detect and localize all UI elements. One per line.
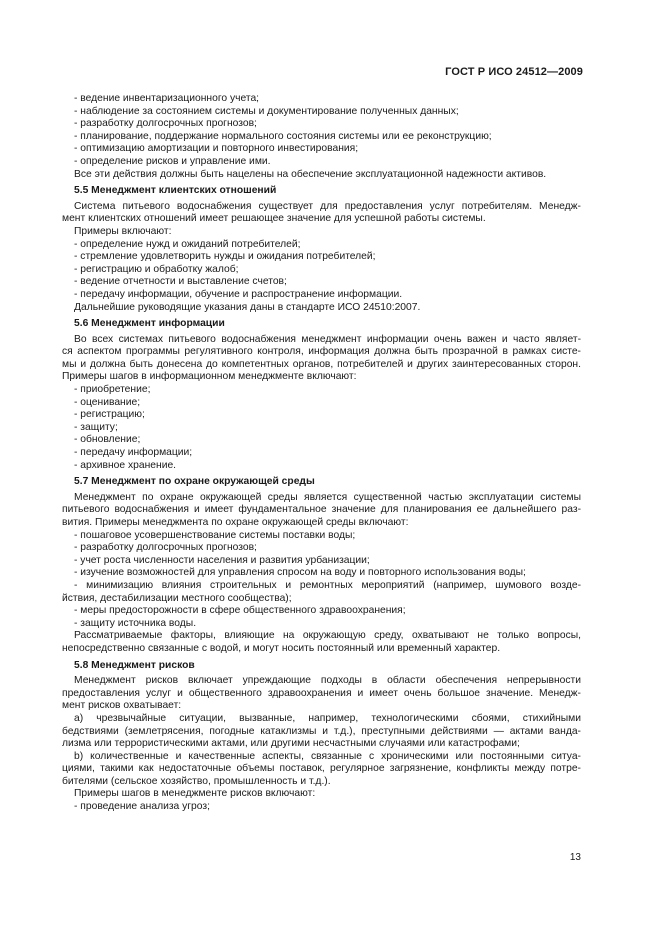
text-line: - определение нужд и ожиданий потребителей; [74, 238, 301, 250]
section-heading: 5.6 Менеджмент информации [74, 318, 225, 330]
page-number: 13 [569, 852, 581, 863]
text-line: мы и должна быть донесена до компетентных органов, потребителей и других заинтересованных сторон. [62, 358, 581, 370]
text-line: - архивное хранение. [74, 459, 177, 471]
text-line: - стремление удовлетворить нужды и ожидания потребителей; [74, 251, 376, 263]
section-heading: 5.8 Менеджмент рисков [74, 659, 195, 671]
text-line: Примеры шагов в информационном менеджменте включают: [62, 371, 357, 383]
text-line: - разработку долгосрочных прогнозов; [74, 118, 257, 130]
text-line: мент рисков охватывает: [62, 700, 182, 712]
text-line: предоставления услуг и общественного здравоохранения и имеет очень большое значение. Менедж- [62, 687, 581, 699]
text-line: - регистрацию; [74, 409, 145, 421]
text-line: Примеры включают: [74, 225, 172, 237]
text-line: циями, такими как недостаточные объемы поставок, регулярное загрязнение, конфликты между потре- [62, 763, 581, 775]
text-line: Дальнейшие руководящие указания даны в стандарте ИСО 24510:2007. [74, 301, 421, 313]
text-line: - защиту источника воды. [74, 617, 197, 629]
text-line: - пошаговое усовершенствование системы поставки воды; [74, 529, 356, 541]
text-line: бителями (сельское хозяйство, промышленность и т.д.). [62, 775, 331, 787]
text-line: - приобретение; [74, 384, 151, 396]
text-line: Менеджмент рисков включает упреждающие подходы в области обеспечения непрерывности [74, 675, 581, 687]
text-line: бедствиями (землетрясения, погодные катаклизмы и т.д.), преступными действиями — актами ванда- [62, 725, 581, 737]
text-line: - разработку долгосрочных прогнозов; [74, 542, 257, 554]
text-line: Менеджмент по охране окружающей среды является существенной частью эксплуатации системы [74, 491, 581, 503]
text-line: Примеры шагов в менеджменте рисков включают: [74, 788, 316, 800]
text-line: - меры предосторожности в сфере общественного здравоохранения; [74, 605, 406, 617]
section-heading: 5.7 Менеджмент по охране окружающей среды [74, 476, 315, 488]
text-line: - защиту; [74, 421, 118, 433]
text-line: - учет роста численности населения и развития урбанизации; [74, 554, 370, 566]
text-line: - регистрацию и обработку жалоб; [74, 263, 239, 275]
text-line: лизма или террористическими актами, или другими несчастными случаями или катастрофами; [62, 738, 520, 750]
text-line: - обновление; [74, 434, 141, 446]
text-line: - ведение инвентаризационного учета; [74, 93, 260, 104]
text-line: - планирование, поддержание нормального состояния системы или ее реконструкцию; [74, 130, 492, 142]
text-line: а) чрезвычайные ситуации, вызванные, например, технологическими сбоями, стихийными [74, 712, 581, 724]
document-body [62, 93, 581, 814]
text-line: непосредственно связанные с водой, и могут носить постоянный или временный характер. [62, 642, 501, 654]
text-line: мент клиентских отношений имеет решающее значение для успешной работы системы. [62, 213, 486, 225]
text-line: b) количественные и качественные аспекты, связанные с хроническими или постоянными ситуа- [74, 750, 581, 762]
text-line: Система питьевого водоснабжения существует для предоставления услуг потребителям. Менедж- [74, 200, 581, 212]
text-line: Во всех системах питьевого водоснабжения менеджмент информации очень важен и часто являет- [74, 333, 581, 345]
section-heading: 5.5 Менеджмент клиентских отношений [74, 185, 277, 197]
text-line: - проведение анализа угроз; [74, 801, 210, 813]
text-line: Рассматриваемые факторы, влияющие на окружающую среду, охватывают не только вопросы, [74, 630, 581, 642]
text-line: - изучение возможностей для управления спросом на воду и повторного использования воды; [74, 567, 526, 579]
text-line: - минимизацию влияния строительных и ремонтных мероприятий (например, шумового возде- [74, 579, 581, 591]
text-line: питьевого водоснабжения и имеет фундаментальное значение для планирования ее дальнейшего раз- [62, 504, 581, 516]
text-line: - передачу информации; [74, 447, 193, 459]
text-line: - определение рисков и управление ими. [74, 155, 271, 167]
text-line: - оптимизацию амортизации и повторного инвестирования; [74, 143, 359, 155]
document-header: ГОСТ Р ИСО 24512—2009 [445, 66, 583, 78]
text-line: - оценивание; [74, 396, 141, 408]
text-line: йствия, дестабилизации местного сообщества); [62, 592, 292, 604]
text-line: - ведение отчетности и выставление счетов; [74, 276, 287, 288]
text-line: - наблюдение за состоянием системы и документирование полученных данных; [74, 105, 459, 117]
text-line: ся аспектом программы регулятивного контроля, информация должна быть прозрачной в рамках систе- [62, 346, 581, 358]
text-line: вития. Примеры менеджмента по охране окружающей среды включают: [62, 517, 409, 528]
text-line: - передачу информации, обучение и распространение информации. [74, 288, 403, 300]
text-line: Все эти действия должны быть нацелены на обеспечение эксплуатационной надежности активов. [74, 168, 547, 180]
